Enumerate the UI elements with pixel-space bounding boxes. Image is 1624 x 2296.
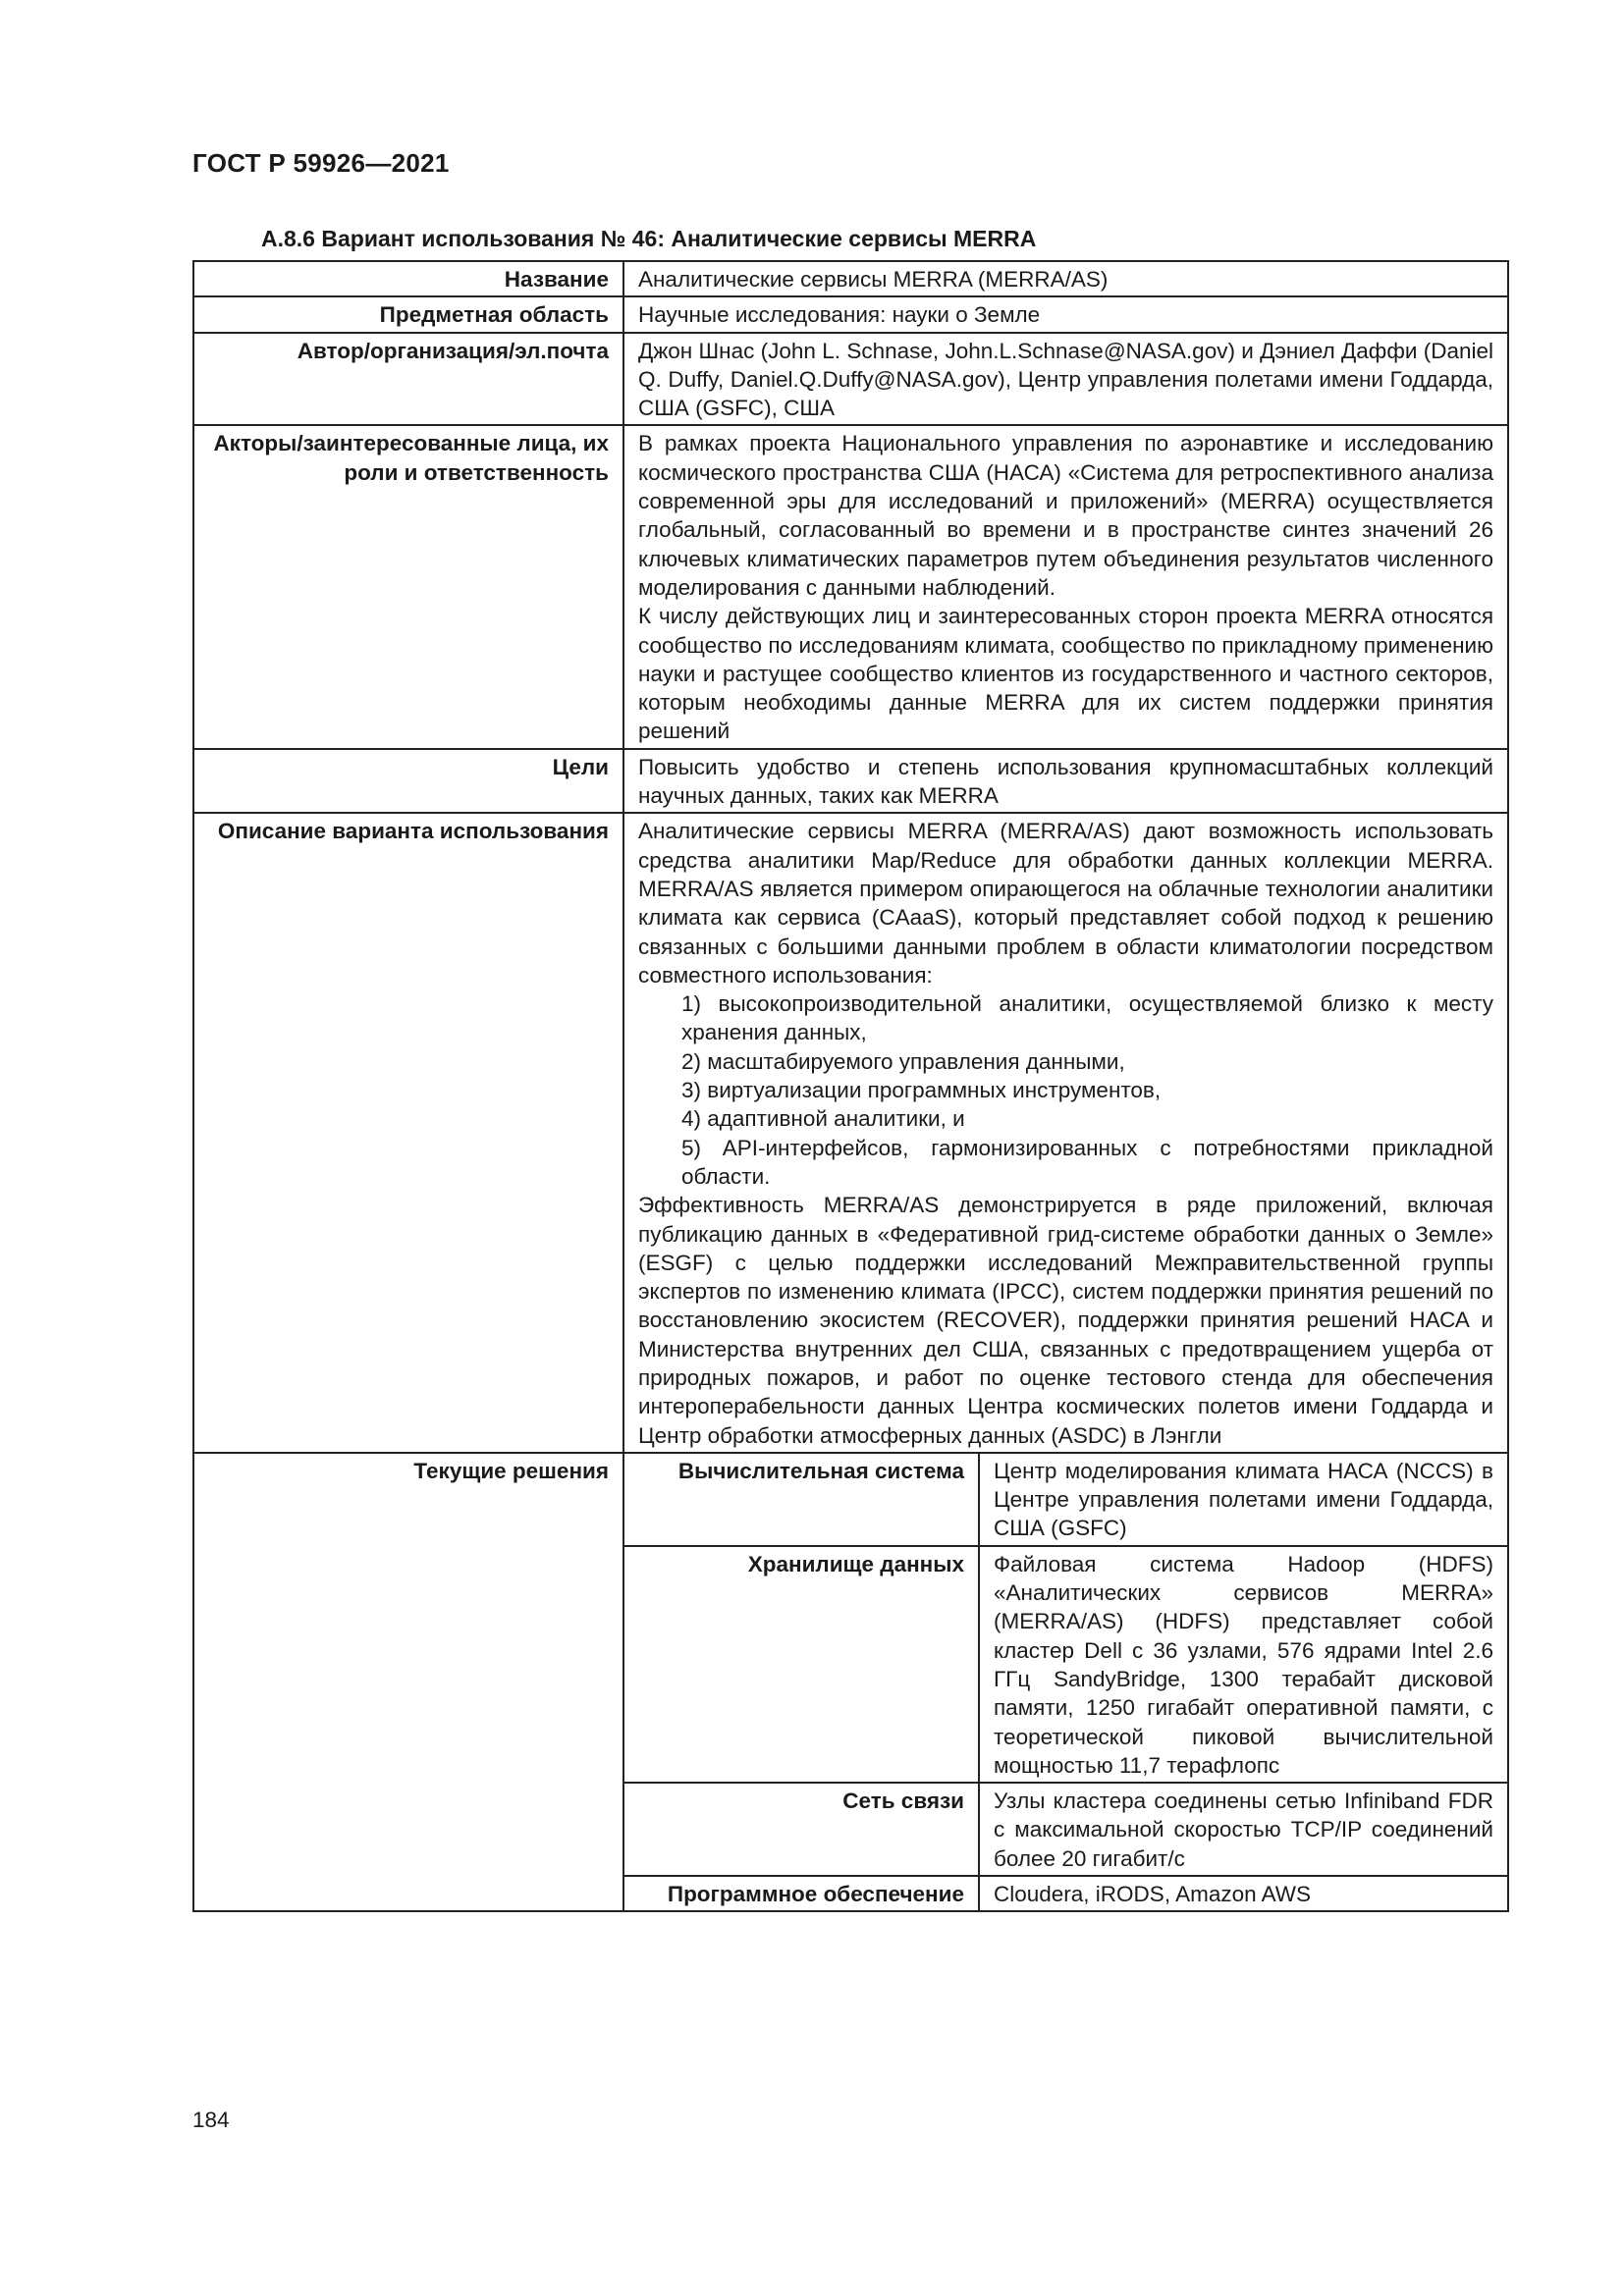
sub-row-label: Вычислительная система (624, 1454, 979, 1546)
row-value: Джон Шнас (John L. Schnase, John.L.Schnase@NASA.gov) и Дэниел Даффи (Daniel Q. Duffy, Daniel.Q.Duffy@NASA.gov), Центр управления полетами имени Годдарда, США (GSFC), США (623, 333, 1508, 426)
list-item: 1) высокопроизводительной аналитики, осуществляемой близко к месту хранения данных, (681, 991, 1493, 1045)
row-label: Автор/организация/эл.почта (193, 333, 623, 426)
row-description (193, 813, 1508, 1453)
sub-row-compute (624, 1454, 1507, 1546)
row-value (623, 813, 1508, 1453)
row-label: Цели (193, 749, 623, 814)
list-item: 4) адаптивной аналитики, и (681, 1106, 965, 1132)
row-value: Научные исследования: науки о Земле (623, 296, 1508, 332)
sub-row-network (624, 1783, 1507, 1876)
row-label: Текущие решения (193, 1453, 623, 1911)
list-item: 3) виртуализации программных инструментов, (681, 1078, 1162, 1103)
page-number: 184 (192, 2108, 230, 2132)
paragraph: К числу действующих лиц и заинтересованных сторон проекта MERRA относятся сообщество по исследованиям климата, сообщество по прикладному применению науки и растущее сообщество клиентов из государственного и частного секторов, которым необходимы данные MERRA для их систем поддержки принятия решений (638, 604, 1493, 744)
row-value: Повысить удобство и степень использования крупномасштабных коллекций научных данных, таких как MERRA (623, 749, 1508, 814)
row-value: Аналитические сервисы MERRA (MERRA/AS) (623, 261, 1508, 296)
paragraph: Аналитические сервисы MERRA (MERRA/AS) дают возможность использовать средства аналитики Map/Reduce для обработки данных коллекции MERRA. MERRA/AS является примером опирающегося на облачные технологии аналитики климата как сервиса (CAaaS), который представляет собой подход к решению связанных с большими данными проблем в области климатологии посредством совместного использования: (638, 819, 1493, 988)
row-name (193, 261, 1508, 296)
paragraph: Эффективность MERRA/AS демонстрируется в ряде приложений, включая публикацию данных в «Федеративной грид-системе обработки данных о Земле» (ESGF) с целью поддержки исследований Межправительственной группы экспертов по изменению климата (IPCC), систем поддержки принятия решений по восстановлению экосистем (RECOVER), поддержки принятия решений НАСА и Министерства внутренних дел США, связанных с предотвращением ущерба от природных пожаров, и работ по оценке тестового стенда для обеспечения интероперабельности данных Центра космических полетов имени Годдарда и Центр обработки атмосферных данных (ASDC) в Лэнгли (638, 1193, 1493, 1448)
row-label: Описание варианта использования (193, 813, 623, 1453)
current-solutions-cell (623, 1453, 1508, 1911)
sub-row-value: Узлы кластера соединены сетью Infiniband FDR с максимальной скоростью TCP/IP соединений более 20 гигабит/с (979, 1783, 1507, 1876)
row-label: Акторы/заинтересованные лица, их роли и ответственность (193, 425, 623, 748)
sub-row-label: Программное обеспечение (624, 1876, 979, 1910)
section-title: А.8.6 Вариант использования № 46: Аналитические сервисы MERRA (261, 226, 1037, 251)
row-value (623, 425, 1508, 748)
row-label: Название (193, 261, 623, 296)
sub-row-label: Хранилище данных (624, 1546, 979, 1783)
row-label: Предметная область (193, 296, 623, 332)
sub-row-value: Файловая система Hadoop (HDFS) «Аналитических сервисов MERRA» (MERRA/AS) (HDFS) представляет собой кластер Dell с 36 узлами, 576 ядрами Intel 2.6 ГГц SandyBridge, 1300 терабайт дисковой памяти, 1250 гигабайт оперативной памяти, с теоретической пиковой вычислительной мощностью 11,7 терафлопс (979, 1546, 1507, 1783)
row-goals (193, 749, 1508, 814)
document-header: ГОСТ Р 59926—2021 (192, 148, 450, 178)
use-case-table (192, 260, 1509, 1912)
sub-row-value: Cloudera, iRODS, Amazon AWS (994, 1882, 1312, 1907)
row-current-solutions (193, 1453, 1508, 1911)
row-domain (193, 296, 1508, 332)
list-item: 5) API-интерфейсов, гармонизированных с потребностями прикладной области. (681, 1135, 1493, 1189)
sub-row-label: Сеть связи (624, 1783, 979, 1876)
row-actors (193, 425, 1508, 748)
sub-row-value: Центр моделирования климата НАСА (NCCS) в Центре управления полетами имени Годдарда, США (GSFC) (979, 1454, 1507, 1546)
paragraph: В рамках проекта Национального управления по аэронавтике и исследованию космического пространства США (НАСА) «Система для ретроспективного анализа современной эры для исследований и приложений» (MERRA) осуществляется глобальный, согласованный во времени и в пространстве синтез значений 26 ключевых климатических параметров путем объединения результатов численного моделирования с данными наблюдений. (638, 431, 1493, 600)
sub-row-storage (624, 1546, 1507, 1783)
current-solutions-table (624, 1454, 1507, 1910)
row-author (193, 333, 1508, 426)
sub-row-software (624, 1876, 1507, 1910)
list-item: 2) масштабируемого управления данными, (681, 1048, 1125, 1074)
